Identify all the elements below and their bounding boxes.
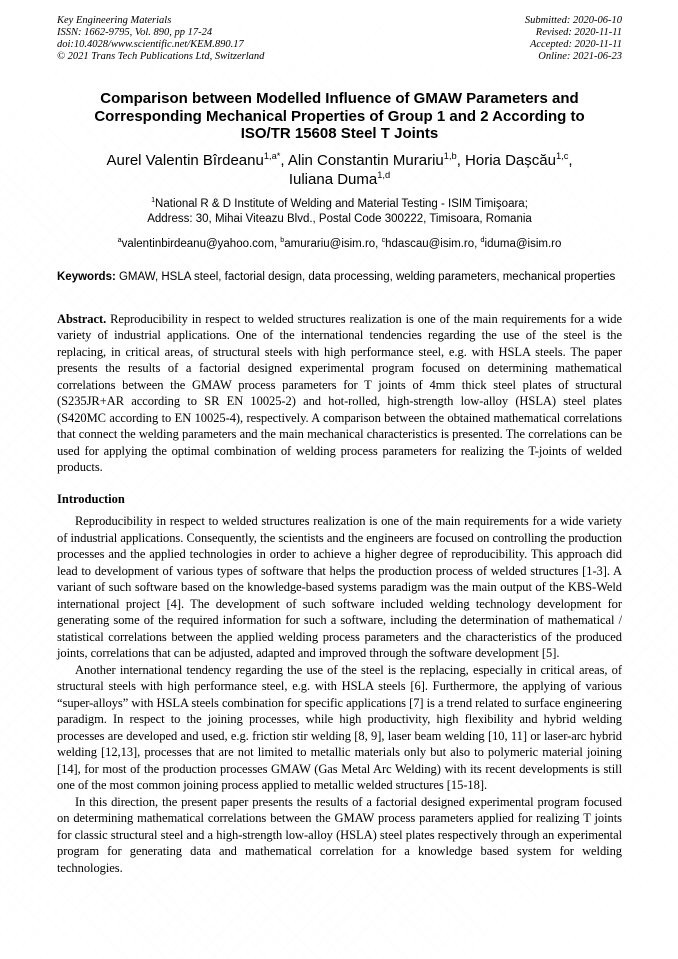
- keywords-block: Keywords: GMAW, HSLA steel, factorial design, data processing, welding parameters, mechanical properties: [57, 270, 616, 283]
- introduction-body: [57, 513, 622, 876]
- paper-title-line: Comparison between Modelled Influence of GMAW Parameters and: [100, 90, 579, 107]
- affiliation-line-2: Address: 30, Mihai Viteazu Blvd., Postal Code 300222, Timisoara, Romania: [147, 212, 532, 225]
- introduction-paragraph: Another international tendency regarding the use of the steel is the replacing, especially in critical areas, of structural steels with high performance steel, e.g. with HSLA steels [6]. Furthermore, the applying of various “super-alloys” with HSLA steels combination for specific applications [7] is a trend related to surface engineering paradigm. In respect to the joining processes, while high productivity, high flexibility and hybrid welding processes are developed and used, e.g. friction stir welding [8, 9], laser beam welding [10, 11] or laser-arc hybrid welding [12,13], processes that are not limited to metallic materials only but also to polymeric material joining [14], for most of the production processes GMAW (Gas Metal Arc Welding) with its recent developments is still one of the most common joining process applied to metallic welded structures [15-18].: [57, 662, 622, 792]
- publication-header: [57, 15, 622, 63]
- paper-title: [57, 90, 622, 143]
- doi-line: doi:10.4028/www.scientific.net/KEM.890.17: [57, 39, 244, 50]
- author-emails: $^a$valentinbirdeanu@yahoo.com, $^b$amurariu@isim.ro, $^c$hdascau@isim.ro, $^d$iduma@isim.ro: [117, 235, 562, 250]
- authors-block: [57, 151, 622, 189]
- introduction-paragraph: In this direction, the present paper presents the results of a factorial designed experimental program focused on determining mathematical correlations between the GMAW process parameters applied for realizing T joints for classic structural steel and a high-strength low-alloy (HSLA) steel plates respectively through an experimental program for generating data and mathematical correlation for a knowledge based system for welding technologies.: [57, 794, 622, 875]
- affiliation-line-1: $^1$National R & D Institute of Welding and Material Testing - ISIM Timişoara;: [151, 195, 528, 210]
- introduction-paragraph: Reproducibility in respect to welded structures realization is one of the main requirements for a wide variety of industrial applications. Consequently, the scientists and the engineers are focused on controlling the production processes and the applied technologies in order to achieve a higher degree of reproducibility. This approach did lead to development of various types of software that helps the production process of welded structures [1-3]. A variant of such software based on the knowledge-based systems paradigm was the main output of the KBS-Weld international project [4]. The development of such software included welding technology development for generating some of the required information for such a software, including the determination of mathematical / statistical correlations between the applied welding process parameters and the characteristics of the produced joints, correlations that can be adjusted, adapted and improved through the software development [5].: [57, 514, 622, 660]
- section-heading-introduction: Introduction: [57, 491, 125, 506]
- paper-title-line: Corresponding Mechanical Properties of Group 1 and 2 According to: [94, 107, 585, 125]
- issn-volume-pages: ISSN: 1662-9795, Vol. 890, pp 17-24: [57, 27, 213, 38]
- copyright-line: © 2021 Trans Tech Publications Ltd, Switzerland: [57, 51, 265, 62]
- submitted-date: Submitted: 2020-06-10: [524, 15, 622, 26]
- accepted-date: Accepted: 2020-11-11: [529, 39, 622, 50]
- submission-dates: [525, 15, 622, 63]
- revised-date: Revised: 2020-11-11: [535, 27, 622, 38]
- authors-line-2: Iuliana Duma$^{1,d}$: [288, 169, 391, 188]
- authors-line-1: Aurel Valentin Bîrdeanu$^{1,a*}$, Alin Constantin Murariu$^{1,b}$, Horia Dașcău$^{1,c}$,: [106, 150, 573, 169]
- affiliation-block: [57, 197, 622, 227]
- publication-info: [57, 15, 264, 63]
- journal-name: Key Engineering Materials: [57, 15, 172, 26]
- paper-title-line: ISO/TR 15608 Steel T Joints: [240, 125, 439, 142]
- abstract-block: Abstract. Reproducibility in respect to welded structures realization is one of the main requirements for a wide variety of industrial applications. One of the international tendencies regarding the use of the steel is the replacing, in critical areas, of structural steels with high performance steel, e.g. with HSLA steels. The paper presents the results of a factorial designed experimental program focused on determining mathematical correlations between the GMAW process parameters for T joints of 4mm thick steel plates of structural (S235JR+AR according to SR EN 10025-2) and hot-rolled, high-strength low-alloy (HSLA) steel plates (S420MC according to EN 10025-4), respectively. A comparison between the obtained mathematical correlations that connect the welding parameters and the main mechanical characteristics is presented. The correlations can be used for applying the optimal combination of welding process parameters for realizing the T-joints of welded products.: [57, 311, 622, 474]
- online-date: Online: 2021-06-23: [538, 51, 622, 62]
